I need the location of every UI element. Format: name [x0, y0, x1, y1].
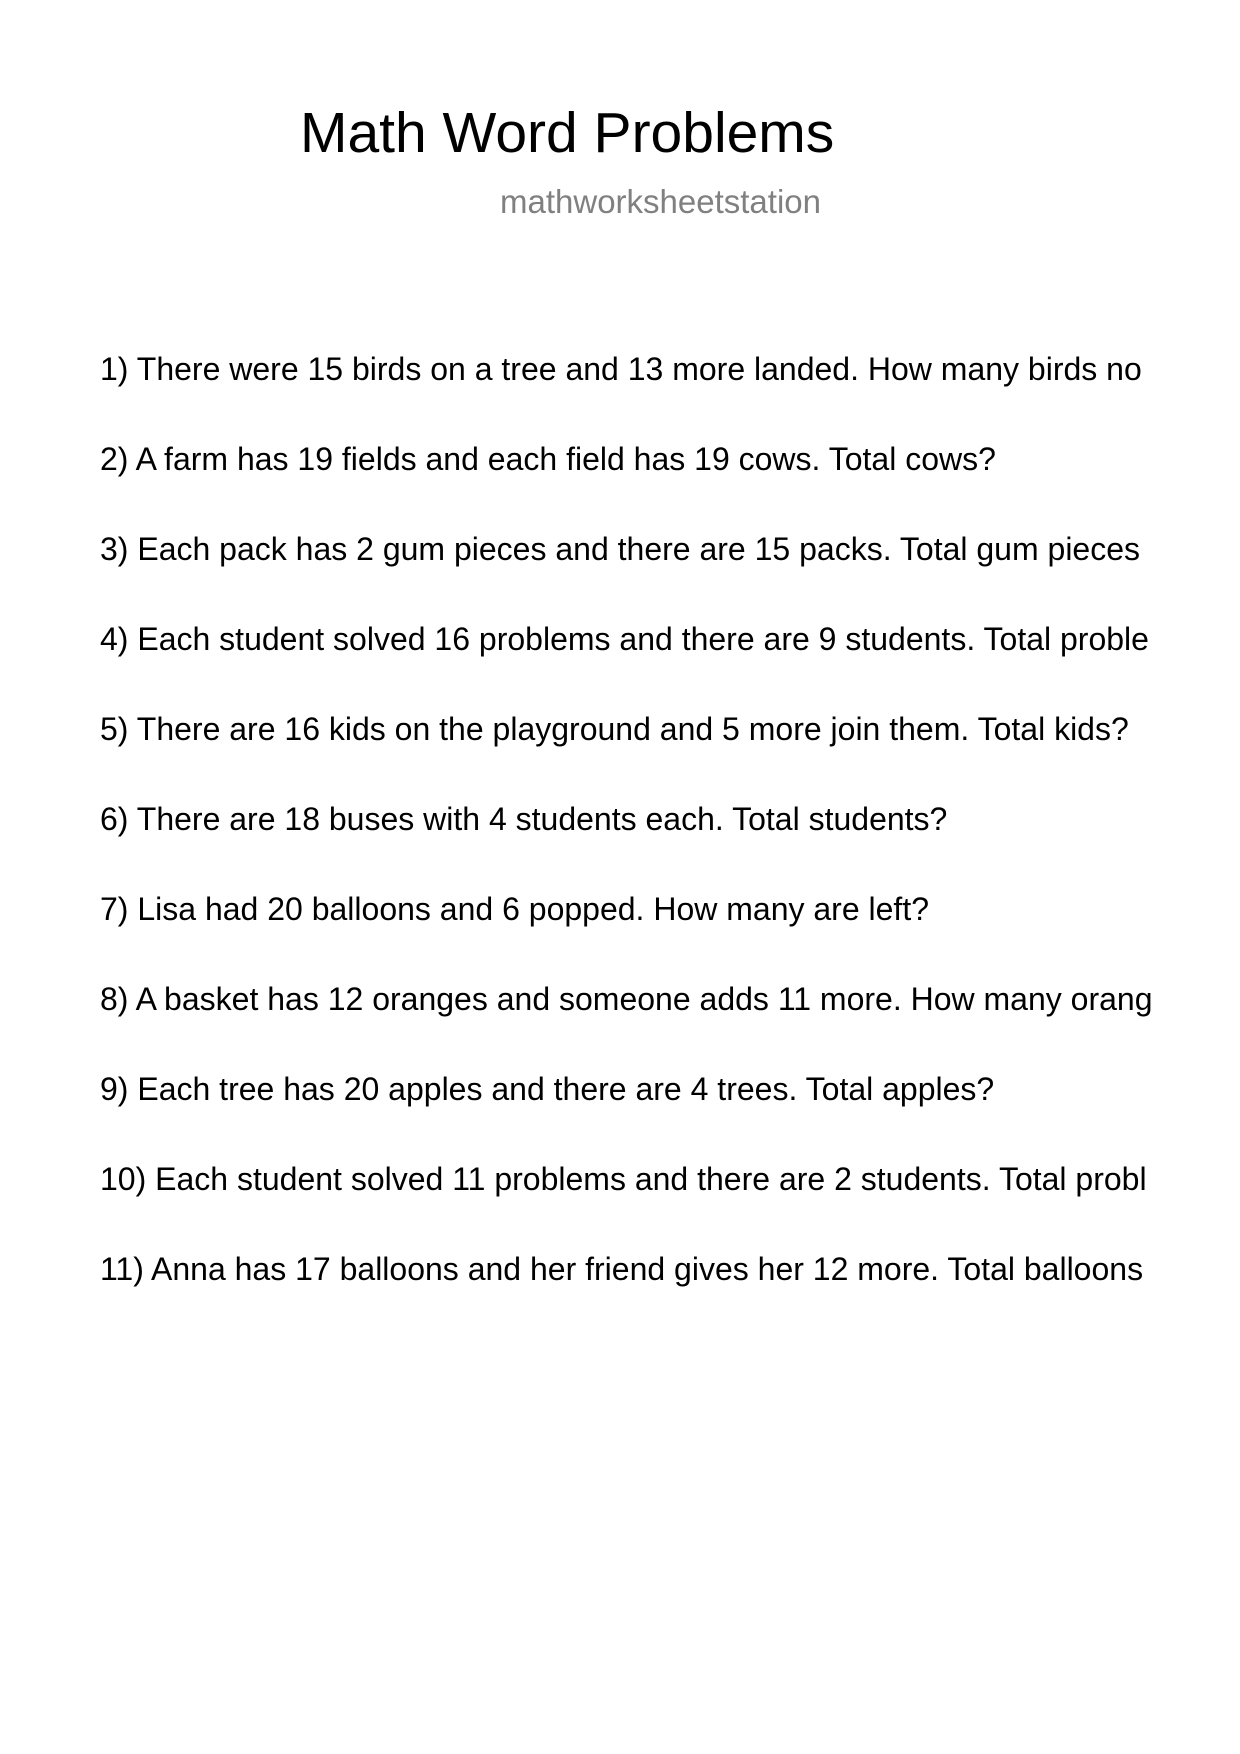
problem-item: 5) There are 16 kids on the playground and 5 more join them. Total kids? [100, 711, 1129, 747]
problem-item: 6) There are 18 buses with 4 students each. Total students? [100, 801, 948, 837]
problem-item: 1) There were 15 birds on a tree and 13 more landed. How many birds no [100, 351, 1142, 387]
problem-item: 4) Each student solved 16 problems and there are 9 students. Total proble [100, 621, 1149, 657]
problem-item: 9) Each tree has 20 apples and there are 4 trees. Total apples? [100, 1071, 995, 1107]
problem-item: 7) Lisa had 20 balloons and 6 popped. How many are left? [100, 891, 929, 927]
page-subtitle: mathworksheetstation [500, 183, 821, 220]
page-title: Math Word Problems [300, 101, 835, 165]
problem-item: 10) Each student solved 11 problems and there are 2 students. Total probl [100, 1161, 1147, 1197]
problem-item: 11) Anna has 17 balloons and her friend gives her 12 more. Total balloons [100, 1251, 1144, 1287]
problem-list [100, 351, 1240, 1341]
problem-item: 2) A farm has 19 fields and each field has 19 cows. Total cows? [100, 441, 996, 477]
problem-item: 8) A basket has 12 oranges and someone adds 11 more. How many orang [100, 981, 1153, 1017]
problem-item: 3) Each pack has 2 gum pieces and there are 15 packs. Total gum pieces [100, 531, 1141, 567]
